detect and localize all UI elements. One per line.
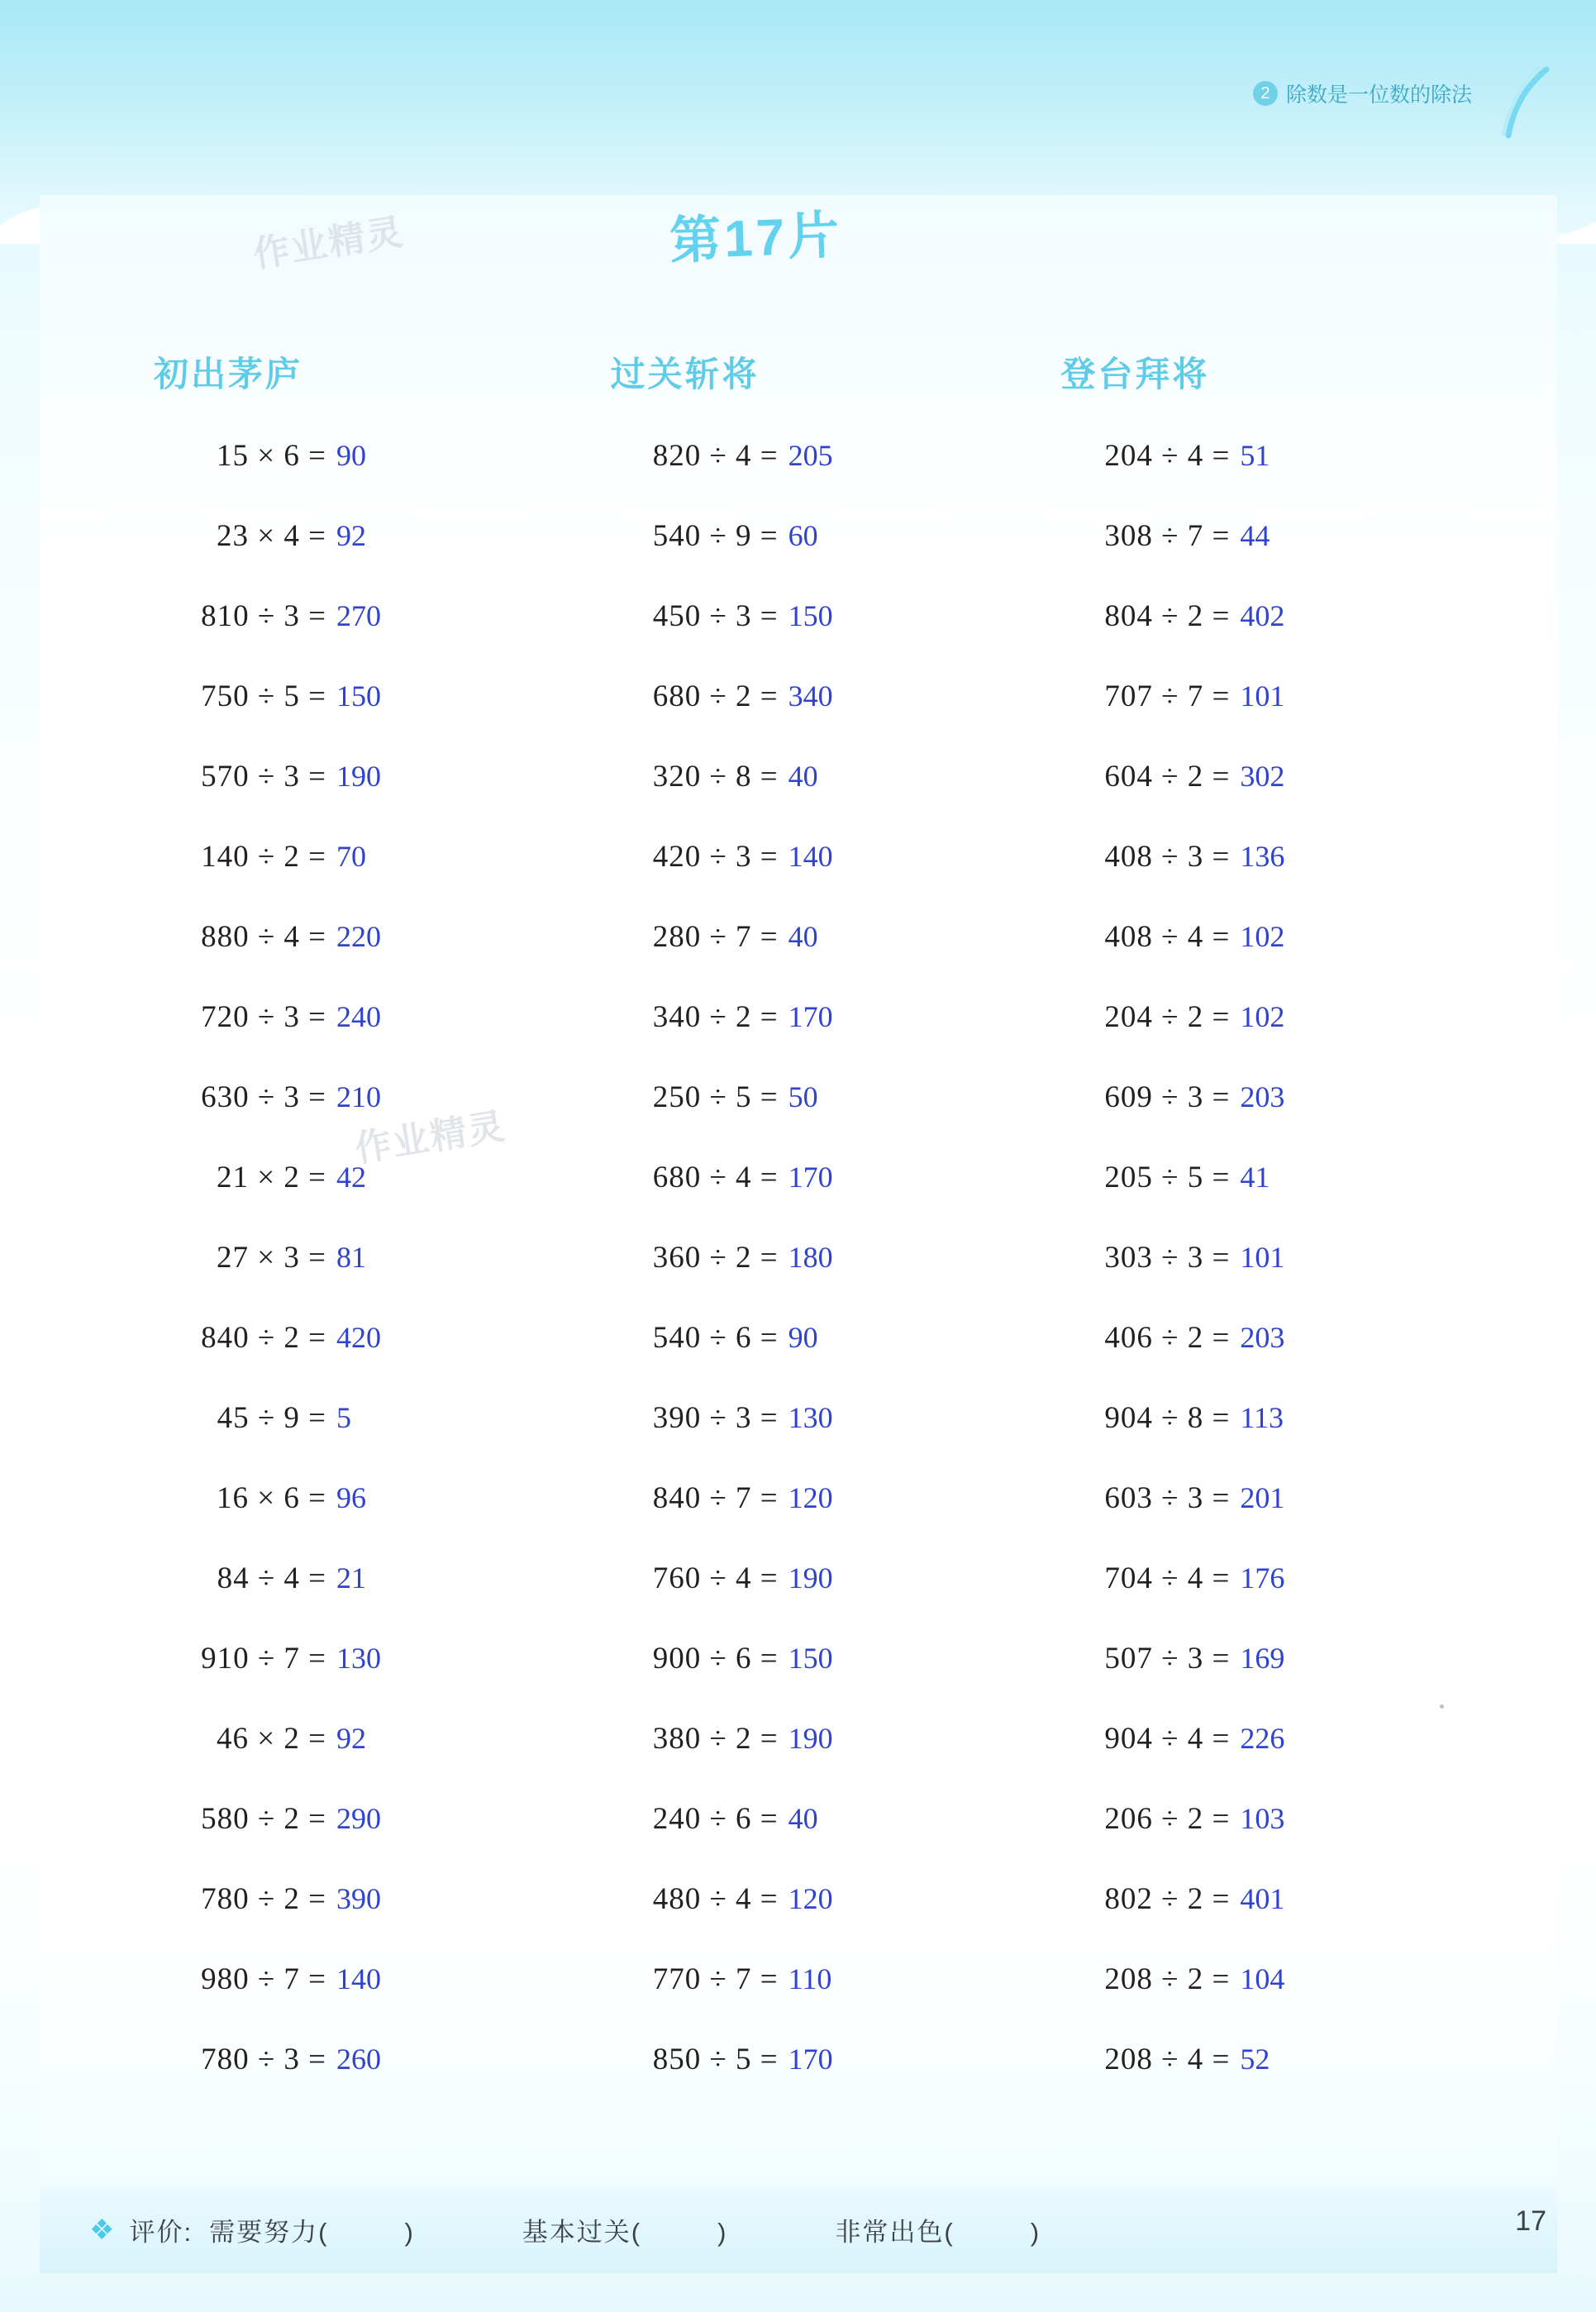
evaluation-option-2-label: 基本过关(	[522, 2218, 642, 2247]
answer[interactable]: 205	[788, 439, 833, 472]
expression: 750 ÷ 5 =	[201, 679, 326, 713]
answer[interactable]: 81	[336, 1241, 366, 1274]
exercise-row	[99, 2042, 568, 2122]
expression: 804 ÷ 2 =	[1104, 599, 1231, 633]
exercise-row	[99, 919, 568, 999]
exercise-row	[99, 1641, 568, 1721]
expression: 340 ÷ 2 =	[652, 1000, 779, 1034]
expression: 840 ÷ 2 =	[201, 1321, 326, 1355]
column-2-heading: 过关斩将	[610, 355, 760, 393]
answer[interactable]: 190	[336, 760, 381, 793]
answer[interactable]: 5	[336, 1401, 351, 1434]
exercise-row	[1036, 1160, 1504, 1240]
expression: 390 ÷ 3 =	[652, 1401, 779, 1435]
expression: 680 ÷ 2 =	[652, 679, 779, 713]
exercise-row	[1036, 919, 1504, 999]
expression: 850 ÷ 5 =	[652, 2043, 779, 2076]
evaluation-option-1-label: 需要努力(	[209, 2218, 329, 2247]
column-3-heading: 登台拜将	[1060, 355, 1210, 393]
answer[interactable]: 130	[336, 1642, 381, 1675]
answer[interactable]: 340	[788, 679, 833, 713]
answer[interactable]: 270	[336, 599, 381, 632]
expression: 15 × 6 =	[217, 439, 326, 473]
expression: 140 ÷ 2 =	[201, 840, 326, 874]
answer[interactable]: 180	[788, 1241, 833, 1274]
exercise-row	[568, 759, 1036, 839]
page-number: 17	[1515, 2205, 1546, 2237]
answer[interactable]: 226	[1240, 1722, 1285, 1755]
expression: 880 ÷ 4 =	[201, 920, 326, 954]
expression: 780 ÷ 3 =	[201, 2043, 326, 2076]
expression: 16 × 6 =	[217, 1481, 326, 1515]
expression: 904 ÷ 8 =	[1104, 1401, 1231, 1435]
answer[interactable]: 110	[788, 1962, 832, 1995]
expression: 810 ÷ 3 =	[201, 599, 326, 633]
exercise-row	[568, 919, 1036, 999]
exercise-row	[1036, 999, 1504, 1080]
answer[interactable]: 40	[788, 1802, 818, 1835]
answer[interactable]: 60	[788, 519, 818, 552]
expression: 21 × 2 =	[217, 1161, 326, 1194]
answer[interactable]: 201	[1240, 1481, 1285, 1514]
exercise-column-2	[568, 347, 1036, 2122]
answer[interactable]: 51	[1240, 439, 1270, 472]
answer[interactable]: 113	[1240, 1401, 1284, 1434]
evaluation-option-3[interactable]	[835, 2211, 1041, 2248]
answer[interactable]: 390	[336, 1882, 381, 1915]
exercise-row	[1036, 518, 1504, 598]
exercise-row	[99, 999, 568, 1080]
expression: 320 ÷ 8 =	[652, 760, 779, 794]
answer[interactable]: 170	[788, 2043, 833, 2076]
exercise-row	[99, 1962, 568, 2042]
answer[interactable]: 50	[788, 1080, 818, 1113]
exercise-row	[1036, 598, 1504, 679]
answer[interactable]: 176	[1240, 1561, 1285, 1595]
answer[interactable]: 40	[788, 760, 818, 793]
answer[interactable]: 240	[336, 1000, 381, 1033]
exercise-row	[99, 1160, 568, 1240]
answer[interactable]: 120	[788, 1882, 833, 1915]
exercise-row	[99, 1400, 568, 1480]
expression: 23 × 4 =	[217, 519, 326, 553]
answer[interactable]: 101	[1240, 1241, 1285, 1274]
expression: 820 ÷ 4 =	[652, 439, 779, 473]
answer[interactable]: 150	[788, 1642, 833, 1675]
exercise-row	[568, 1801, 1036, 1881]
expression: 540 ÷ 6 =	[652, 1321, 779, 1355]
evaluation-label: 评价:	[129, 2218, 193, 2247]
exercise-row	[568, 1721, 1036, 1801]
exercise-row	[1036, 1881, 1504, 1962]
exercise-row	[568, 1962, 1036, 2042]
expression: 604 ÷ 2 =	[1104, 760, 1231, 794]
evaluation-option-3-close: )	[1030, 2218, 1041, 2247]
evaluation-option-1-close: )	[404, 2218, 415, 2247]
expression: 680 ÷ 4 =	[652, 1161, 779, 1194]
stray-ink-dot	[1440, 1704, 1444, 1709]
expression: 206 ÷ 2 =	[1104, 1802, 1231, 1836]
answer[interactable]: 102	[1240, 1000, 1285, 1033]
exercise-row	[568, 1561, 1036, 1641]
exercise-row	[1036, 1240, 1504, 1320]
exercise-row	[568, 1881, 1036, 1962]
corner-swoosh-icon	[1495, 66, 1553, 141]
expression: 204 ÷ 4 =	[1104, 439, 1231, 473]
exercise-row	[1036, 759, 1504, 839]
evaluation-option-2-close: )	[717, 2218, 728, 2247]
exercise-row	[568, 1320, 1036, 1400]
exercise-row	[99, 759, 568, 839]
exercise-row	[1036, 1561, 1504, 1641]
exercise-row	[568, 1480, 1036, 1561]
chapter-title: 除数是一位数的除法	[1285, 83, 1472, 107]
answer[interactable]: 136	[1240, 840, 1285, 873]
answer[interactable]: 40	[788, 920, 818, 953]
exercise-row	[1036, 2042, 1504, 2122]
answer[interactable]: 170	[788, 1000, 833, 1033]
exercise-row	[99, 518, 568, 598]
exercise-row	[1036, 1721, 1504, 1801]
exercise-row	[568, 1160, 1036, 1240]
answer[interactable]: 70	[336, 840, 366, 873]
answer[interactable]: 42	[336, 1161, 366, 1194]
exercise-row	[99, 1561, 568, 1641]
answer[interactable]: 103	[1240, 1802, 1285, 1835]
exercise-row	[99, 679, 568, 759]
answer[interactable]: 402	[1240, 599, 1285, 632]
expression: 540 ÷ 9 =	[652, 519, 779, 553]
star-icon: ❖	[89, 2214, 115, 2246]
exercise-row	[568, 679, 1036, 759]
expression: 208 ÷ 4 =	[1104, 2043, 1231, 2076]
answer[interactable]: 169	[1240, 1642, 1285, 1675]
evaluation-option-2[interactable]	[522, 2211, 728, 2248]
expression: 904 ÷ 4 =	[1104, 1722, 1231, 1756]
answer[interactable]: 401	[1240, 1882, 1285, 1915]
exercise-row	[1036, 679, 1504, 759]
expression: 780 ÷ 2 =	[201, 1882, 326, 1916]
exercise-row	[568, 2042, 1036, 2122]
exercise-row	[99, 1240, 568, 1320]
exercise-row	[568, 518, 1036, 598]
exercise-row	[568, 438, 1036, 518]
expression: 507 ÷ 3 =	[1104, 1642, 1231, 1676]
expression: 408 ÷ 4 =	[1104, 920, 1231, 954]
expression: 704 ÷ 4 =	[1104, 1561, 1231, 1595]
answer[interactable]: 104	[1240, 1962, 1285, 1995]
evaluation-option-1[interactable]	[209, 2211, 415, 2248]
answer[interactable]: 210	[336, 1080, 381, 1113]
exercise-row	[568, 598, 1036, 679]
answer[interactable]: 140	[788, 840, 833, 873]
watermark-top: 作业精灵	[250, 211, 407, 276]
exercise-row	[99, 1080, 568, 1160]
expression: 609 ÷ 3 =	[1104, 1080, 1231, 1114]
exercise-row	[568, 839, 1036, 919]
expression: 570 ÷ 3 =	[201, 760, 326, 794]
answer[interactable]: 102	[1240, 920, 1285, 953]
expression: 205 ÷ 5 =	[1104, 1161, 1231, 1194]
expression: 280 ÷ 7 =	[652, 920, 779, 954]
expression: 27 × 3 =	[217, 1241, 326, 1275]
exercise-columns	[99, 347, 1504, 2122]
exercise-row	[99, 1320, 568, 1400]
exercise-row	[1036, 1801, 1504, 1881]
expression: 770 ÷ 7 =	[652, 1962, 779, 1996]
answer[interactable]: 290	[336, 1802, 381, 1835]
expression: 308 ÷ 7 =	[1104, 519, 1231, 553]
answer[interactable]: 21	[336, 1561, 366, 1595]
exercise-row	[99, 1881, 568, 1962]
expression: 480 ÷ 4 =	[652, 1882, 779, 1916]
exercise-row	[1036, 1080, 1504, 1160]
answer[interactable]: 96	[336, 1481, 366, 1514]
expression: 360 ÷ 2 =	[652, 1241, 779, 1275]
expression: 840 ÷ 7 =	[652, 1481, 779, 1515]
exercise-row	[99, 839, 568, 919]
exercise-row	[99, 1480, 568, 1561]
expression: 603 ÷ 3 =	[1104, 1481, 1231, 1515]
exercise-row	[99, 1721, 568, 1801]
answer[interactable]: 44	[1240, 519, 1270, 552]
exercise-column-1	[99, 347, 568, 2122]
expression: 204 ÷ 2 =	[1104, 1000, 1231, 1034]
exercise-row	[568, 1240, 1036, 1320]
answer[interactable]: 41	[1240, 1161, 1270, 1194]
answer[interactable]: 52	[1240, 2043, 1270, 2076]
answer[interactable]: 90	[336, 439, 366, 472]
expression: 707 ÷ 7 =	[1104, 679, 1231, 713]
column-1-heading: 初出茅庐	[154, 355, 303, 393]
evaluation-option-3-label: 非常出色(	[835, 2218, 955, 2247]
exercise-row	[1036, 839, 1504, 919]
expression: 802 ÷ 2 =	[1104, 1882, 1231, 1916]
answer[interactable]: 140	[336, 1962, 381, 1995]
exercise-row	[568, 1080, 1036, 1160]
expression: 420 ÷ 3 =	[652, 840, 779, 874]
answer[interactable]: 190	[788, 1722, 833, 1755]
watermark-middle: 作业精灵	[352, 1105, 509, 1170]
answer[interactable]: 203	[1240, 1080, 1285, 1113]
exercise-row	[99, 598, 568, 679]
answer[interactable]: 92	[336, 519, 366, 552]
exercise-row	[1036, 1480, 1504, 1561]
exercise-row	[568, 1400, 1036, 1480]
expression: 303 ÷ 3 =	[1104, 1241, 1231, 1275]
expression: 580 ÷ 2 =	[201, 1802, 326, 1836]
expression: 910 ÷ 7 =	[201, 1642, 326, 1676]
exercise-row	[1036, 438, 1504, 518]
expression: 46 × 2 =	[217, 1722, 326, 1756]
answer[interactable]: 170	[788, 1161, 833, 1194]
answer[interactable]: 101	[1240, 679, 1285, 713]
expression: 240 ÷ 6 =	[652, 1802, 779, 1836]
exercise-row	[1036, 1320, 1504, 1400]
answer[interactable]: 90	[788, 1321, 818, 1354]
answer[interactable]: 302	[1240, 760, 1285, 793]
answer[interactable]: 220	[336, 920, 381, 953]
expression: 760 ÷ 4 =	[652, 1561, 779, 1595]
expression: 406 ÷ 2 =	[1104, 1321, 1231, 1355]
expression: 900 ÷ 6 =	[652, 1642, 779, 1676]
expression: 208 ÷ 2 =	[1104, 1962, 1231, 1996]
answer[interactable]: 150	[788, 599, 833, 632]
answer[interactable]: 260	[336, 2043, 381, 2076]
answer[interactable]: 420	[336, 1321, 381, 1354]
exercise-row	[568, 1641, 1036, 1721]
exercise-row	[568, 999, 1036, 1080]
expression: 380 ÷ 2 =	[652, 1722, 779, 1756]
exercise-row	[1036, 1641, 1504, 1721]
answer[interactable]: 92	[336, 1722, 366, 1755]
chapter-number-badge: 2	[1253, 81, 1278, 106]
expression: 980 ÷ 7 =	[201, 1962, 326, 1996]
expression: 45 ÷ 9 =	[217, 1401, 326, 1435]
answer[interactable]: 130	[788, 1401, 833, 1434]
expression: 84 ÷ 4 =	[217, 1561, 326, 1595]
exercise-row	[99, 1801, 568, 1881]
expression: 630 ÷ 3 =	[201, 1080, 326, 1114]
expression: 720 ÷ 3 =	[201, 1000, 326, 1034]
evaluation-bar	[40, 2186, 1557, 2273]
answer[interactable]: 120	[788, 1481, 833, 1514]
exercise-column-3	[1036, 347, 1504, 2122]
expression: 250 ÷ 5 =	[652, 1080, 779, 1114]
answer[interactable]: 190	[788, 1561, 833, 1595]
page-title: 第17片	[669, 207, 844, 270]
expression: 408 ÷ 3 =	[1104, 840, 1231, 874]
exercise-row	[99, 438, 568, 518]
answer[interactable]: 203	[1240, 1321, 1285, 1354]
exercise-row	[1036, 1962, 1504, 2042]
chapter-header	[1253, 79, 1472, 108]
exercise-row	[1036, 1400, 1504, 1480]
answer[interactable]: 150	[336, 679, 381, 713]
expression: 450 ÷ 3 =	[652, 599, 779, 633]
